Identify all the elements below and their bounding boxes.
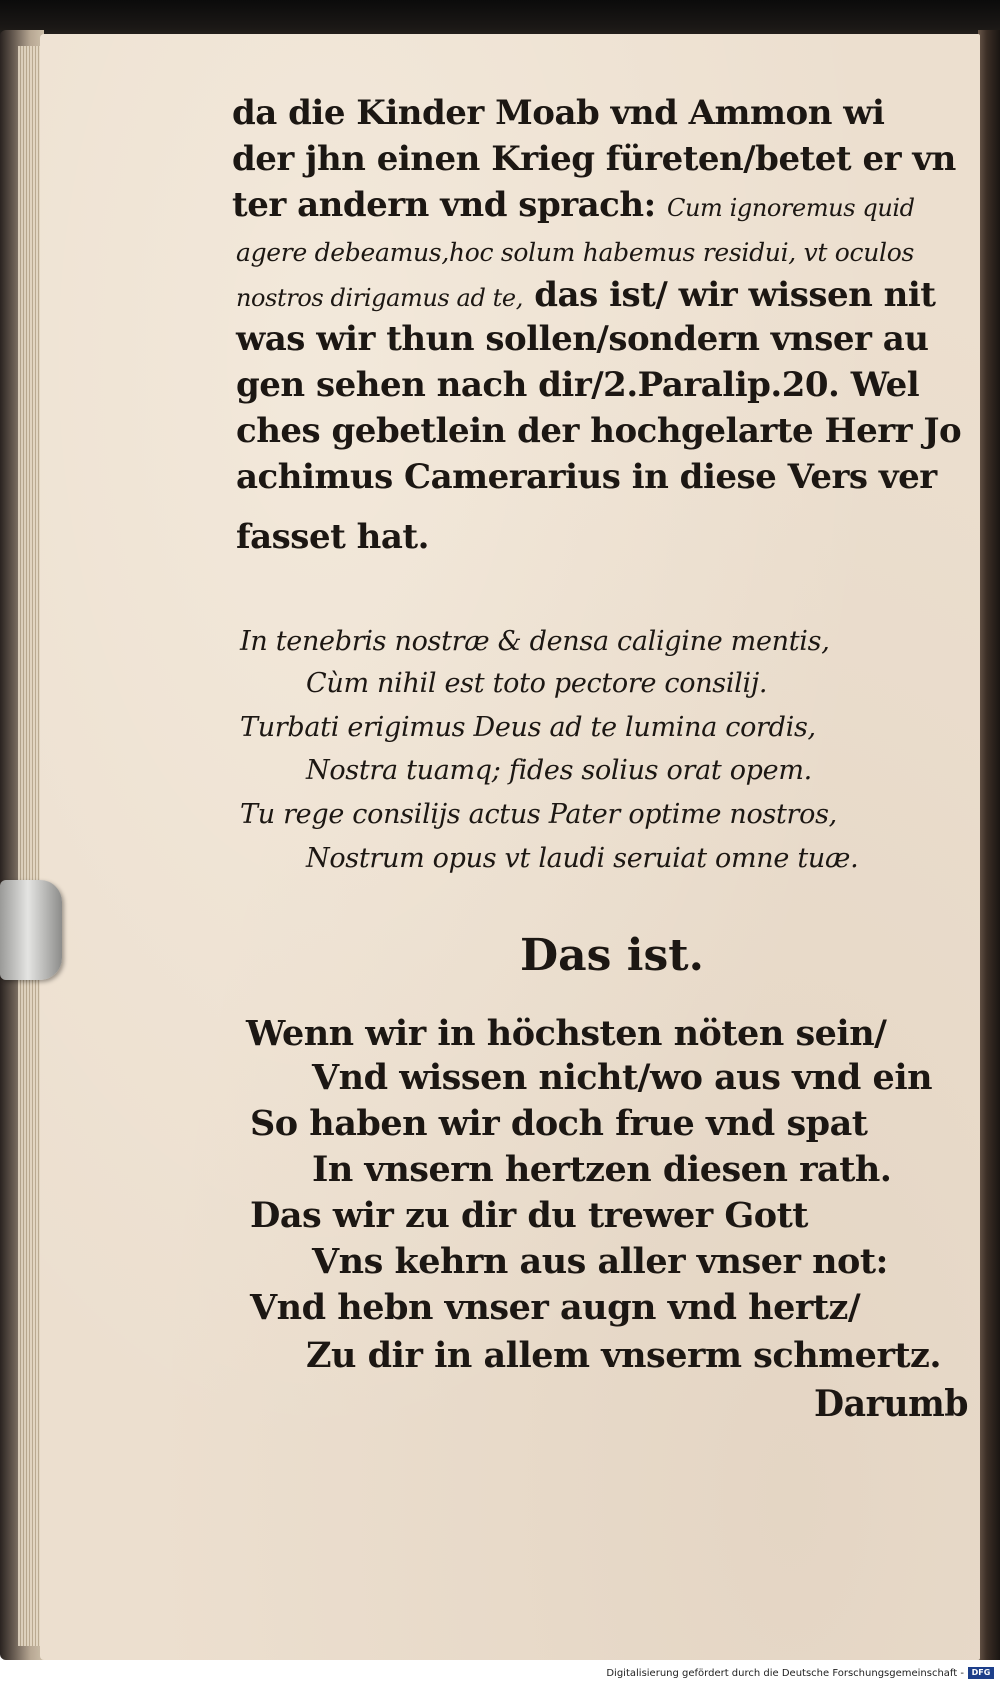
prose-line-3-german: ter andern vnd sprach:	[232, 185, 656, 225]
latin-verse-2: Cùm nihil est toto pectore consilij.	[306, 668, 768, 699]
latin-verse-4: Nostra tuamq; fides solius orat opem.	[306, 755, 812, 786]
prose-line-5-latin: nostros dirigamus ad te,	[236, 284, 523, 312]
credit-text: Digitalisierung gefördert durch die Deutsche Forschungsgemeinschaft -	[606, 1667, 964, 1679]
german-verse-8: Zu dir in allem vnserm schmertz.	[306, 1335, 942, 1376]
catchword: Darumb	[814, 1383, 969, 1425]
german-verse-7: Vnd hebn vnser augn vnd hertz/	[250, 1287, 861, 1328]
prose-line-5-german: das ist/ wir wissen nit	[534, 275, 936, 315]
latin-verse-3: Turbati erigimus Deus ad te lumina cordis,	[240, 712, 816, 743]
dfg-logo: DFG	[968, 1667, 994, 1679]
german-verse-3: So haben wir doch frue vnd spat	[250, 1103, 868, 1144]
prose-line-3-latin: Cum ignoremus quid	[666, 194, 915, 222]
prose-line-6: was wir thun sollen/sondern vnser au	[236, 319, 929, 359]
section-heading: Das ist.	[520, 930, 704, 981]
german-verse-5: Das wir zu dir du trewer Gott	[250, 1195, 808, 1236]
german-verse-6: Vns kehrn aus aller vnser not:	[312, 1241, 888, 1282]
digitization-credit	[606, 1667, 994, 1679]
german-verse-2: Vnd wissen nicht/wo aus vnd ein	[312, 1057, 933, 1098]
latin-verse-6: Nostrum opus vt laudi seruiat omne tuæ.	[306, 843, 859, 874]
latin-verse-1: In tenebris nostræ & densa caligine mentis,	[240, 626, 830, 657]
prose-line-4: agere debeamus,hoc solum habemus residui, vt oculos	[236, 238, 915, 267]
german-verse-4: In vnsern hertzen diesen rath.	[312, 1149, 892, 1190]
latin-verse-5: Tu rege consilijs actus Pater optime nostros,	[240, 799, 837, 830]
prose-line-9: achimus Camerarius in diese Vers ver	[236, 457, 937, 497]
prose-line-3	[232, 185, 915, 225]
prose-line-5	[236, 275, 936, 315]
prose-line-10: fasset hat.	[236, 517, 429, 557]
prose-line-2: der jhn einen Krieg füreten/betet er vn	[232, 139, 956, 179]
prose-line-1: da die Kinder Moab vnd Ammon wi	[232, 93, 885, 133]
german-verse-1: Wenn wir in höchsten nöten sein/	[246, 1013, 887, 1054]
prose-line-7: gen sehen nach dir/2.Paralip.20. Wel	[236, 365, 920, 405]
prose-line-8: ches gebetlein der hochgelarte Herr Jo	[236, 411, 962, 451]
